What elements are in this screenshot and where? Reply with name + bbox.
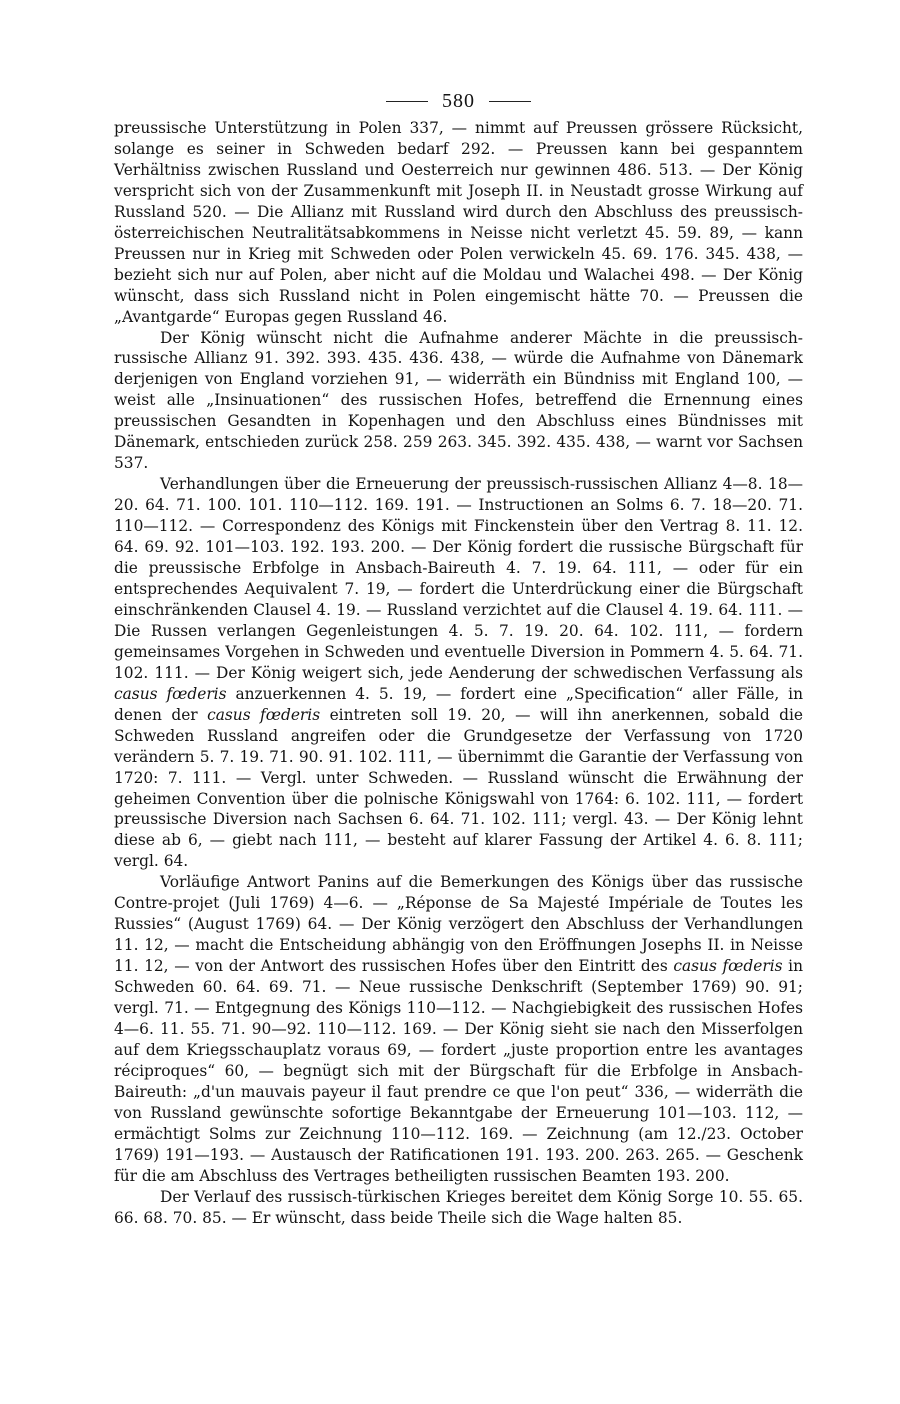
latin-term: casus fœderis bbox=[114, 684, 227, 703]
page-header bbox=[114, 86, 803, 116]
index-paragraph: Der Verlauf des russisch-türkischen Krieges bereitet dem König Sorge 10. 55. 65. 66. 68. 70. 85. — Er wünscht, dass beide Theile sich die Wage halten 85. bbox=[114, 1187, 803, 1227]
latin-term: casus fœderis bbox=[673, 957, 783, 976]
index-paragraph: Der König wünscht nicht die Aufnahme anderer Mächte in die preussisch-russische Allianz 91. 392. 393. 435. 436. 438, — würde die Aufnahme von Dänemark derjenigen von England vorziehen 91, — widerräth ein Bündniss mit England 100, — weist alle „Insinuationen“ des russischen Hofes, betreffend die Ernennung eines preussischen Gesandten in Kopenhagen und den Abschluss eines Bündnisses mit Dänemark, entschieden zurück 258. 259 263. 345. 392. 435. 438, — warnt vor Sachsen 537. bbox=[114, 328, 803, 473]
index-text bbox=[114, 118, 803, 1229]
latin-term: casus fœderis bbox=[207, 705, 321, 724]
page-number: 580 bbox=[442, 89, 475, 112]
header-rule-left bbox=[386, 101, 428, 102]
index-paragraph: preussische Unterstützung in Polen 337, — nimmt auf Preussen grössere Rücksicht, solange es seiner in Schweden bedarf 292. — Preussen kann bei gespanntem Verhältniss zwischen Russland und Oesterreich nur gewinnen 486. 513. — Der König verspricht sich von der Zusammenkunft mit Joseph II. in Neustadt grosse Wirkung auf Russland 520. — Die Allianz mit Russland wird durch den Abschluss des preussisch-österreichischen Neutralitätsabkommens in Neisse nicht verletzt 45. 59. 89, — kann Preussen nur in Krieg mit Schweden oder Polen verwickeln 45. 69. 176. 345. 438, — bezieht sich nur auf Polen, aber nicht auf die Moldau und Walachei 498. — Der König wünscht, dass sich Russland nicht in Polen eingemischt hätte 70. — Preussen die „Avantgarde“ Europas gegen Russland 46. bbox=[114, 119, 803, 326]
index-paragraph: Verhandlungen über die Erneuerung der preussisch-russischen Allianz 4—8. 18—20. 64. 71. 100. 101. 110—112. 169. 191. — Instructionen an Solms 6. 7. 18—20. 71. 110—112. — Correspondenz des Königs mit Finckenstein über den Vertrag 8. 11. 12. 64. 69. 92. 101—103. 192. 193. 200. — Der König fordert die russische Bürgschaft für die preussische Erbfolge in Ansbach-Baireuth 4. 7. 19. 64. 111, — oder für ein entsprechendes Aequivalent 7. 19, — fordert die Unterdrückung einer die Bürgschaft einschränkenden Clausel 4. 19. — Russland verzichtet auf die Clausel 4. 19. 64. 111. — Die Russen verlangen Gegenleistungen 4. 5. 7. 19. 20. 64. 102. 111, — fordern gemeinsames Vorgehen in Schweden und eventuelle Diversion in Pommern 4. 5. 64. 71. 102. 111. — Der König weigert sich, jede Aenderung der schwedischen Verfassung als casus fœderis anzuerkennen 4. 5. 19, — fordert eine „Specification“ aller Fälle, in denen der casus fœderis eintreten soll 19. 20, — will ihn anerkennen, sobald die Schweden Russland angreifen oder die Grundgesetze der Verfassung von 1720 verändern 5. 7. 19. 71. 90. 91. 102. 111, — übernimmt die Garantie der Verfassung von 1720: 7. 111. — Vergl. unter Schweden. — Russland wünscht die Erwähnung der geheimen Convention über die polnische Königswahl von 1764: 6. 102. 111, — fordert preussische Diversion nach Sachsen 6. 64. 71. 102. 111; vergl. 43. — Der König lehnt diese ab 6, — giebt nach 111, — besteht auf klarer Fassung der Artikel 4. 6. 8. 111; vergl. 64. bbox=[114, 475, 803, 871]
index-paragraph: Vorläufige Antwort Panins auf die Bemerkungen des Königs über das russische Contre-projet (Juli 1769) 4—6. — „Réponse de Sa Majesté Impériale de Toutes les Russies“ (August 1769) 64. — Der König verzögert den Abschluss der Verhandlungen 11. 12, — macht die Entscheidung abhängig von den Eröffnungen Josephs II. in Neisse 11. 12, — von der Antwort des russischen Hofes über den Eintritt des casus fœderis in Schweden 60. 64. 69. 71. — Neue russische Denkschrift (September 1769) 90. 91; vergl. 71. — Entgegnung des Königs 110—112. — Nachgiebigkeit des russischen Hofes 4—6. 11. 55. 71. 90—92. 110—112. 169. — Der König sieht sie nach den Misserfolgen auf dem Kriegsschauplatz voraus 69, — fordert „juste proportion entre les avantages réciproques“ 60, — begnügt sich mit der Bürgschaft für die Erbfolge in Ansbach-Baireuth: „d'un mauvais payeur il faut prendre ce que l'on peut“ 336, — widerräth die von Russland gewünschte sofortige Bekanntgabe der Erneuerung 101—103. 112, — ermächtigt Solms zur Zeichnung 110—112. 169. — Zeichnung (am 12./23. October 1769) 191—193. — Austausch der Ratificationen 191. 193. 200. 263. 265. — Geschenk für die am Abschluss des Vertrages betheiligten russischen Beamten 193. 200. bbox=[114, 873, 803, 1185]
header-rule-right bbox=[489, 101, 531, 102]
